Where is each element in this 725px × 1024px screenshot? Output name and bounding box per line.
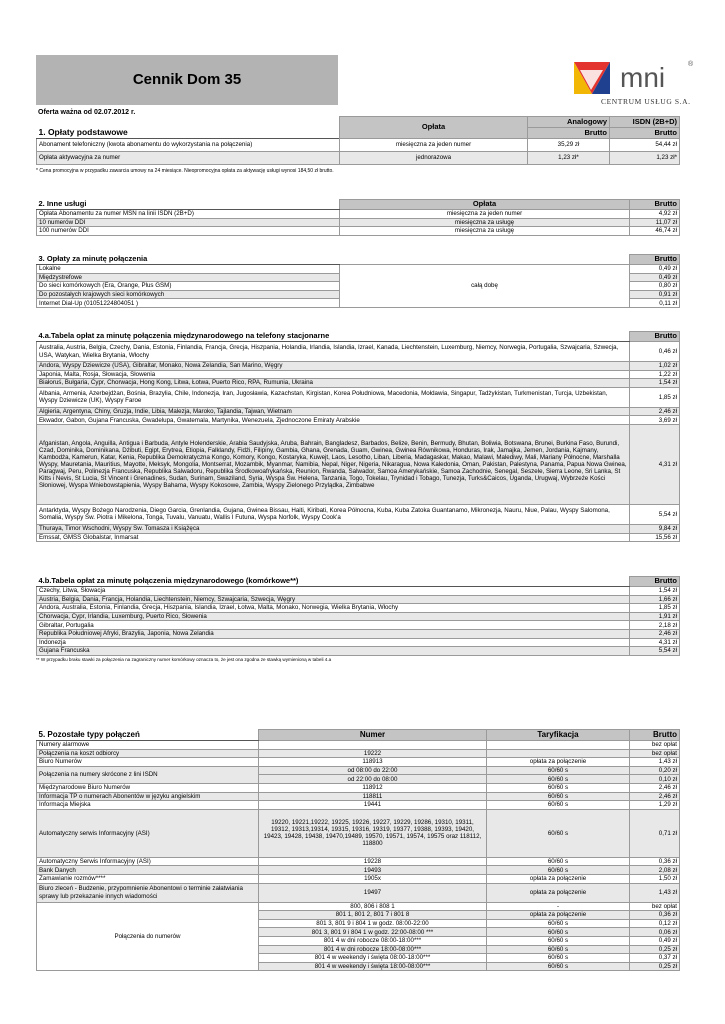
row-tariff: 60/60 s [487, 945, 630, 954]
section-title: 2. Inne usługi [37, 200, 340, 210]
header-brutto: Brutto [610, 128, 680, 139]
table-row [37, 504, 680, 524]
table-row [37, 629, 680, 638]
row-name: Abonament telefoniczny (kwota abonamentu do wykorzystania na połączenia) [37, 139, 340, 152]
row-tariff: 60/60 s [487, 954, 630, 963]
table-row [37, 362, 680, 371]
row-countries: Gibraltar, Portugalia [37, 621, 630, 630]
row-name: Lokalne [37, 265, 340, 274]
header-number: Numer [259, 730, 487, 741]
row-isdn-price: 54,44 zł [610, 139, 680, 152]
table-row [37, 621, 680, 630]
table-row [37, 587, 680, 596]
header-brutto: Brutto [630, 332, 680, 342]
row-number: 19441 [259, 801, 487, 810]
row-price: 46,74 zł [630, 227, 680, 236]
row-countries: Algieria, Argentyna, Chiny, Gruzja, Indie, Libia, Malezja, Maroko, Tajlandia, Tajwan, Wietnam [37, 407, 630, 416]
row-countries: Afganistan, Angola, Anguilla, Antigua i Barbuda, Antyle Holenderskie, Arabia Saudyjska, Aruba, Bahrain, Bangladesz, Barbados, Belize, Benin, Bermudy, Bhutan, Boliwia, Botswana, Brunei, Burkina Faso, Burundi, Czad, Dominika, Dominikana, Dżibuti, Egipt, Erytrea, Etiopia, Falklandy, Fidżi, Filipiny, Gambia, Ghana, Grenada, Guam, Gwinea, Gwinea Równikowa, Honduras, Irak, Jamajka, Jemen, Jordania, Kajmany, Kambodża, Kamerun, Katar, Kenia, Republika Demokratyczna Kongo, Komory, Kongo, Kostaryka, Kuwejt, Laos, Lesotho, Liban, Liberia, Madagaskar, Makao, Malawi, Malediwy, Mali, Mariany Północne, Marshalla Wyspy, Mauretania, Mauritius, Mayotte, Meksyk, Mongolia, Montserrat, Mozambik, Myanmar, Namibia, Nepal, Niger, Nigeria, Nikaragua, Nowa Kaledonia, Oman, Pakistan, Palestyna, Panama, Papua Nowa Gwinea, Paragwaj, Peru, Polinezja Francuska, Republika Salwadoru, Republika Środkowoafrykańska, Reunion, Rwanda, Salwador, Samoa Amerykańskie, Samoa Zachodnie, Senegal, Seszele, Sierra Leone, Sri Lanka, St Kitts i Nevis, St Lucia, St Vincent i Grenadines, Sudan, Surinam, Swaziland, Syria, Wyspa Św. Helena, Tanzania, Togo, Tokelau, Trynidad i Tobago, Tunezja, Turks&Caicos, Uganda, Urugwaj, Wybrzeże Kości Słoniowej, Wyspa Wniebowstąpienia, Wyspy Bahama, Wyspy Kokosowe, Zambia, Wyspy Zielonego Przylądka, Zimbabwe [37, 424, 630, 504]
row-price: 0,49 zł [630, 265, 680, 274]
row-number: od 08:00 do 22:00 [259, 766, 487, 775]
row-price: 1,43 zł [630, 758, 680, 767]
row-tariff: 60/60 s [487, 801, 630, 810]
all-day-label: całą dobę [340, 265, 630, 308]
row-price: 0,71 zł [630, 809, 680, 857]
header-brutto: Brutto [630, 200, 680, 210]
row-name: Połączenia do numerów [37, 902, 259, 971]
row-number: od 22:00 do 08:00 [259, 775, 487, 784]
row-analog-price: 1,23 zł* [528, 152, 610, 165]
row-number: 801 4 w dni robocze 08:00-18:00*** [259, 936, 487, 945]
row-fee: miesięczna za jeden numer [340, 139, 528, 152]
table-row [37, 638, 680, 647]
row-tariff: 60/60 s [487, 809, 630, 857]
table-row [37, 741, 680, 750]
row-tariff [487, 749, 630, 758]
row-name: Połączenia na koszt odbiorcy [37, 749, 259, 758]
row-number: 118811 [259, 792, 487, 801]
section-international-mobile [36, 576, 679, 662]
row-countries: Antarktyda, Wyspy Bożego Narodzenia, Diego Garcia, Grenlandia, Gujana, Gwinea Bissau, Haiti, Kiribati, Korea Północna, Kuba, Kuba Zatoka Guantanamo, Mikronezja, Nauru, Niue, Palau, Wyspy Salomona, Somalia, Wyspy Św. Piotra i Mikelona, Tonga, Tuvalu, Vanuatu, Wallis I Futuna, Wyspa Norfolk, Wyspy Cook'a [37, 504, 630, 524]
row-price: 0,06 zł [630, 928, 680, 937]
row-price: 4,31 zł [630, 638, 680, 647]
header-tariff: Taryfikacja [487, 730, 630, 741]
row-number: 801 1, 801 2, 801 7 i 801 8 [259, 911, 487, 920]
row-name: 100 numerów DDI [37, 227, 340, 236]
row-name: Zamawianie rozmów**** [37, 874, 259, 883]
row-countries: Australia, Austria, Belgia, Czechy, Dania, Estonia, Finlandia, Francja, Grecja, Hiszpania, Holandia, Irlandia, Islandia, Izrael, Kanada, Liechtenstein, Luxemburg, Niemcy, Norwegia, Portugalia, Szwajcaria, Szwecja, USA, Watykan, Wielka Brytania, Włochy [37, 342, 630, 362]
row-price: 0,49 zł [630, 936, 680, 945]
page-title: Cennik Dom 35 [132, 71, 242, 89]
row-tariff: 60/60 s [487, 962, 630, 971]
row-price: 2,46 zł [630, 629, 680, 638]
table-row [37, 612, 680, 621]
row-number: 118913 [259, 758, 487, 767]
row-tariff: opłata za połączenie [487, 883, 630, 902]
logo-registered: ® [688, 61, 694, 68]
row-price: 0,36 zł [630, 911, 680, 920]
row-price: 1,91 zł [630, 612, 680, 621]
row-price: 0,46 zł [630, 342, 680, 362]
section-title: 4.a.Tabela opłat za minutę połączenia międzynarodowego na telefony stacjonarne [37, 332, 630, 342]
row-price: 0,80 zł [630, 282, 680, 291]
row-tariff: - [487, 902, 630, 911]
row-name: Międzynarodowe Biuro Numerów [37, 783, 259, 792]
row-tariff: 60/60 s [487, 775, 630, 784]
row-name: Biuro Numerów [37, 758, 259, 767]
offer-date: Oferta ważna od 02.07.2012 r. [38, 109, 136, 116]
row-price: 0,10 zł [630, 775, 680, 784]
row-countries: Japonia, Malta, Rosja, Słowacja, Słowenia [37, 370, 630, 379]
row-number: 19220, 19221,19222, 19225, 19226, 19227, 19229, 19286, 19310, 19311, 19312, 19313,19314, 19315, 19316, 19319, 19377, 19388, 19393, 19420, 19423, 19428, 19438, 19470,19489, 19570, 19571, 19574, 19575 oraz 118112, 118800 [259, 809, 487, 857]
row-tariff: 60/60 s [487, 766, 630, 775]
row-fee: miesięczna za usługę [340, 227, 630, 236]
row-number: 801 4 w weekendy i święta 18:00-08:00*** [259, 962, 487, 971]
table-row [37, 801, 680, 810]
row-price: 0,49 zł [630, 273, 680, 282]
section-international-landline [36, 331, 679, 542]
table-row [37, 783, 680, 792]
row-countries: Thuraya, Timor Wschodni, Wyspy Św. Tomasza i Książęca [37, 524, 630, 533]
row-price: 1,50 zł [630, 874, 680, 883]
row-price: 1,85 zł [630, 604, 680, 613]
table-row [37, 407, 680, 416]
row-name: Opłata Abonamentu za numer MSN na linii ISDN (2B+D) [37, 210, 340, 219]
table-row [37, 533, 680, 542]
row-countries: Indonezja [37, 638, 630, 647]
row-tariff: 60/60 s [487, 866, 630, 875]
row-price: 4,31 zł [630, 424, 680, 504]
section-other-services [36, 199, 679, 236]
row-fee: jednorazowa [340, 152, 528, 165]
header-fee: Opłata [340, 117, 528, 139]
row-price: 1,66 zł [630, 595, 680, 604]
row-number [259, 741, 487, 750]
table-row [37, 758, 680, 767]
table-row [37, 595, 680, 604]
row-name: Internet Dial-Up (01051224804051 ) [37, 299, 340, 308]
logo-subtitle: CENTRUM USŁUG S.A. [601, 97, 691, 106]
row-price: bez opłat [630, 749, 680, 758]
section-per-minute [36, 254, 679, 308]
row-price: bez opłat [630, 741, 680, 750]
table-row [37, 416, 680, 425]
row-countries: Białoruś, Bułgaria, Cypr, Chorwacja, Hong Kong, Litwa, Łotwa, Puerto Rico, RPA, Rumunia, Ukraina [37, 379, 630, 388]
row-name: Informacja Miejska [37, 801, 259, 810]
table-row [37, 210, 680, 219]
logo-text: mni [620, 62, 666, 93]
title-box [36, 55, 338, 105]
row-tariff: 60/60 s [487, 783, 630, 792]
table-row [37, 857, 680, 866]
table-row [37, 792, 680, 801]
row-price: 2,46 zł [630, 783, 680, 792]
row-price: 1,43 zł [630, 883, 680, 902]
row-name: Do pozostałych krajowych sieci komórkowych [37, 290, 340, 299]
row-number: 801 3, 801 9 i 804 1 w godz. 22:00-08:00 *** [259, 928, 487, 937]
table-row [37, 647, 680, 656]
table-row [37, 152, 680, 165]
row-price: 1,85 zł [630, 387, 680, 407]
table-row [37, 749, 680, 758]
row-countries: Ekwador, Gabon, Gujana Francuska, Gwadelupa, Gwatemala, Martynika, Wenezuela, Zjednoczone Emiraty Arabskie [37, 416, 630, 425]
section-basic-fees [36, 116, 679, 175]
table-row [37, 809, 680, 857]
table-row [37, 866, 680, 875]
row-countries: Albania, Armenia, Azerbejdżan, Bośnia, Brazylia, Chile, Indonezja, Iran, Jugosławia, Kazachstan, Kirgistan, Korea Południowa, Macedonia, Mołdawia, Singapur, Tadżykistan, Turkmenistan, Turcja, Uzbekistan, Wyspy Dziewicze (UK), Wyspy Faroe [37, 387, 630, 407]
row-name: Biuro zleceń - Budzenie, przypomnienie Abonentowi o terminie załatwiania sprawy lub przekazanie innych wiadomości [37, 883, 259, 902]
row-countries: Austria, Belgia, Dania, Francja, Holandia, Liechtenstein, Niemcy, Szwajcaria, Szwecja, Węgry [37, 595, 630, 604]
row-tariff: opłata za połączenie [487, 758, 630, 767]
row-countries: Czechy, Litwa, Słowacja [37, 587, 630, 596]
row-price: 1,02 zł [630, 362, 680, 371]
row-tariff [487, 741, 630, 750]
row-number: 801 4 w dni robocze 18:00-08:00*** [259, 945, 487, 954]
table-row [37, 379, 680, 388]
row-name: Połączenia na numery skrócone z lini ISDN [37, 766, 259, 783]
footnote: * Cena promocyjna w przypadku zawarcia umowy na 24 miesiące. Nieopromocyjna opłata za aktywację usługi wynosi 184,50 zł brutto. [36, 168, 334, 174]
row-number: 1905x [259, 874, 487, 883]
section-title: 1. Opłaty podstawowe [37, 128, 340, 139]
table-row [37, 766, 680, 775]
row-price: 0,25 zł [630, 945, 680, 954]
row-countries: Chorwacja, Cypr, Irlandia, Luxemburg, Puerto Rico, Słowenia [37, 612, 630, 621]
row-number: 801 4 w weekendy i święta 08:00-18:00*** [259, 954, 487, 963]
row-tariff: 60/60 s [487, 928, 630, 937]
row-price: 0,36 zł [630, 857, 680, 866]
row-price: 1,29 zł [630, 801, 680, 810]
row-number: 19497 [259, 883, 487, 902]
row-name: Bank Danych [37, 866, 259, 875]
row-name: Międzystrefowe [37, 273, 340, 282]
row-tariff: 60/60 s [487, 857, 630, 866]
row-tariff: 60/60 s [487, 919, 630, 928]
row-countries: Republika Południowej Afryki, Brazylia, Japonia, Nowa Zelandia [37, 629, 630, 638]
row-number: 118912 [259, 783, 487, 792]
row-number: 800, 806 i 808 1 [259, 902, 487, 911]
row-price: 11,07 zł [630, 218, 680, 227]
row-price: 0,25 zł [630, 962, 680, 971]
table-row [37, 342, 680, 362]
row-price: 0,37 zł [630, 954, 680, 963]
header-brutto: Brutto [630, 255, 680, 265]
row-number: 801 3, 801 9 i 804 1 w godz. 08:00-22:00 [259, 919, 487, 928]
footnote: ** W przypadku braku stawki za połączenia na zagraniczny numer komórkowy oznacza to, że jest ona zgodna ze stawką wymienioną w tabeli 4.a [36, 656, 332, 662]
row-number: 19228 [259, 857, 487, 866]
row-name: Informacja TP o numerach Abonentów w języku angielskim [37, 792, 259, 801]
row-countries: Gujana Francuska [37, 647, 630, 656]
row-name: Opłata aktywacyjna za numer [37, 152, 340, 165]
header-brutto: Brutto [630, 730, 680, 741]
row-price: 2,46 zł [630, 792, 680, 801]
header-analog: Analogowy [528, 117, 610, 128]
row-price: 15,56 zł [630, 533, 680, 542]
row-price: 0,11 zł [630, 299, 680, 308]
row-fee: miesięczna za usługę [340, 218, 630, 227]
row-price: 2,18 zł [630, 621, 680, 630]
section-other-call-types [36, 729, 679, 971]
table-row [37, 387, 680, 407]
row-price: 1,54 zł [630, 587, 680, 596]
table-row [37, 604, 680, 613]
row-price: 0,20 zł [630, 766, 680, 775]
row-fee: miesięczna za jeden numer [340, 210, 630, 219]
table-row [37, 902, 680, 911]
header-fee: Opłata [340, 200, 630, 210]
row-number: 19222 [259, 749, 487, 758]
row-price: 0,91 zł [630, 290, 680, 299]
row-price: 5,54 zł [630, 504, 680, 524]
header-brutto: Brutto [630, 577, 680, 587]
row-isdn-price: 1,23 zł* [610, 152, 680, 165]
table-row [37, 370, 680, 379]
row-countries: Emssat, GMSS Globalstar, Inmarsat [37, 533, 630, 542]
row-name: Do sieci komórkowych (Era, Orange, Plus GSM) [37, 282, 340, 291]
section-title: 3. Opłaty za minutę połączenia [37, 255, 340, 265]
table-row [37, 874, 680, 883]
row-tariff: opłata za połączenie [487, 911, 630, 920]
row-countries: Andora, Australia, Estonia, Finlandia, Grecja, Hiszpania, Islandia, Izrael, Łotwa, Malta, Monako, Norwegia, Wielka Brytania, Włochy [37, 604, 630, 613]
header-brutto: Brutto [528, 128, 610, 139]
row-price: 9,84 zł [630, 524, 680, 533]
table-row [37, 883, 680, 902]
row-name: Automatyczny Serwis Informacyjny (ASI) [37, 857, 259, 866]
row-tariff: 60/60 s [487, 792, 630, 801]
row-price: 2,08 zł [630, 866, 680, 875]
row-price: 1,54 zł [630, 379, 680, 388]
row-tariff: 60/60 s [487, 936, 630, 945]
row-name: 10 numerów DDI [37, 218, 340, 227]
section-title: 5. Pozostałe typy połączeń [37, 730, 259, 741]
row-countries: Andora, Wyspy Dziewicze (USA), Gibraltar, Monako, Nowa Zelandia, San Marino, Węgry [37, 362, 630, 371]
row-name: Numery alarmowe [37, 741, 259, 750]
table-row [37, 139, 680, 152]
table-row [37, 524, 680, 533]
row-name: Automatyczny serwis Informacyjny (ASI) [37, 809, 259, 857]
header-isdn: ISDN (2B+D) [610, 117, 680, 128]
row-price: bez opłat [630, 902, 680, 911]
table-row [37, 424, 680, 504]
row-analog-price: 35,29 zł [528, 139, 610, 152]
row-number: 19493 [259, 866, 487, 875]
row-price: 4,92 zł [630, 210, 680, 219]
row-price: 3,69 zł [630, 416, 680, 425]
table-row [37, 227, 680, 236]
row-tariff: opłata za połączenie [487, 874, 630, 883]
row-price: 5,54 zł [630, 647, 680, 656]
table-row [37, 265, 680, 274]
row-price: 2,46 zł [630, 407, 680, 416]
section-title: 4.b.Tabela opłat za minutę połączenia międzynarodowego (komórkowe**) [37, 577, 630, 587]
row-price: 1,22 zł [630, 370, 680, 379]
row-price: 0,12 zł [630, 919, 680, 928]
table-row [37, 218, 680, 227]
